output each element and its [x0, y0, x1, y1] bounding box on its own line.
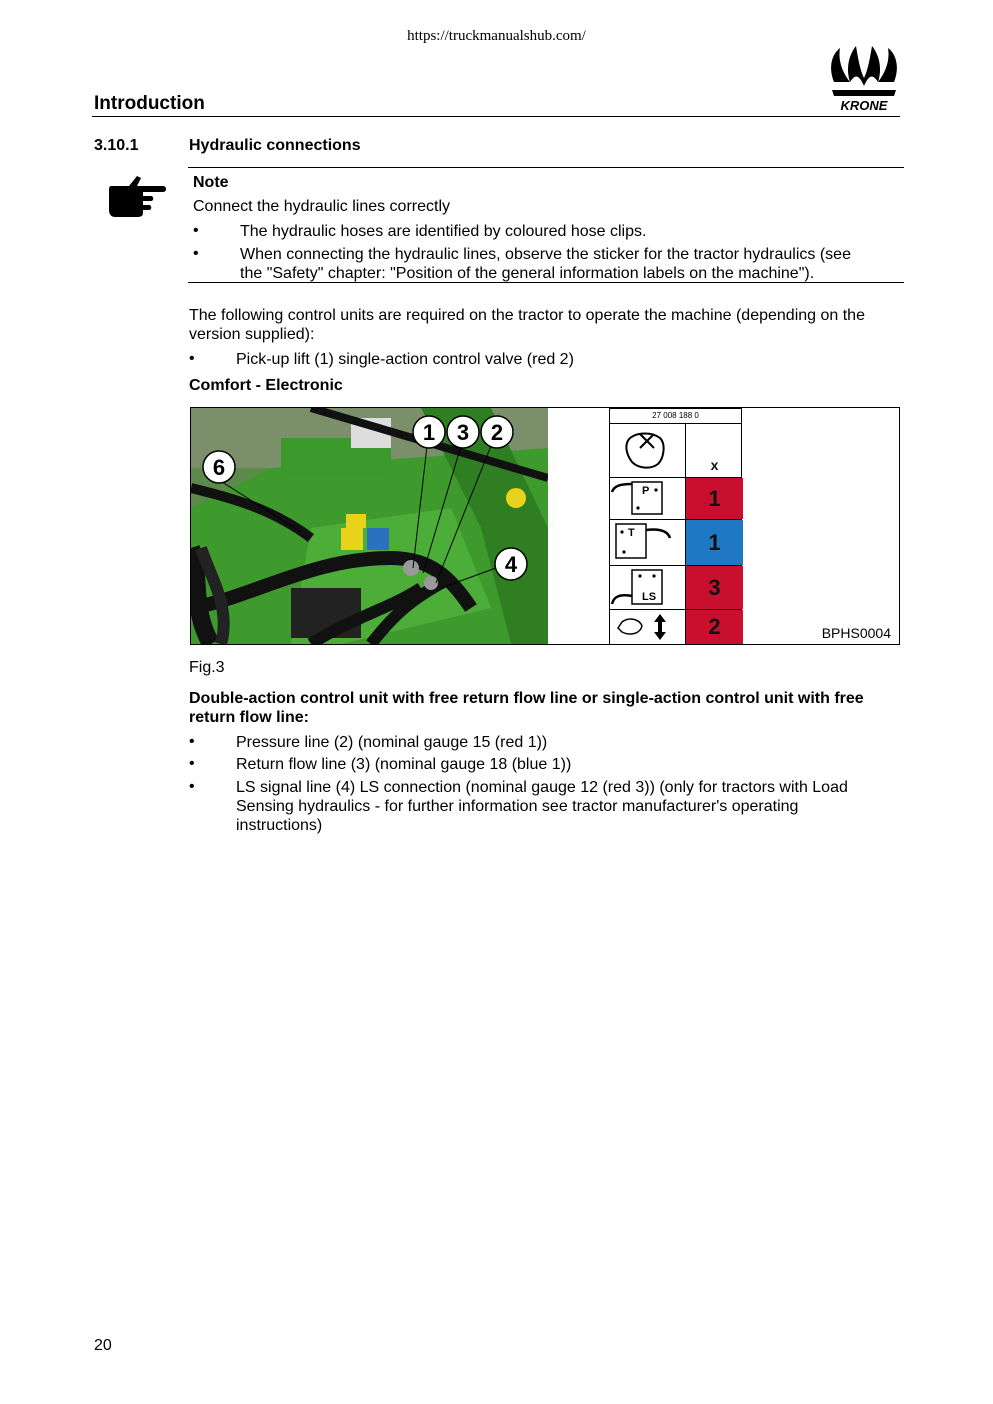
- bullet-dot: •: [193, 222, 199, 239]
- svg-text:3: 3: [456, 420, 470, 445]
- bullet-dot: •: [193, 245, 199, 262]
- pressure-port-icon: [610, 478, 686, 519]
- section-number: 3.10.1: [94, 137, 139, 154]
- svg-text:2: 2: [490, 420, 504, 445]
- hydraulics-sticker: [609, 408, 742, 644]
- tractor-symbol-icon: [610, 424, 686, 477]
- note-bullet-1: The hydraulic hoses are identified by coloured hose clips.: [240, 223, 647, 240]
- svg-text:T: T: [628, 527, 635, 539]
- intro-bullet: Pick-up lift (1) single-action control valve (red 2): [236, 351, 574, 368]
- bullet-return-line: Return flow line (3) (nominal gauge 18 (blue 1)): [236, 756, 572, 773]
- callout-4: [495, 548, 527, 580]
- hydraulic-photo: [191, 408, 548, 644]
- sticker-value-p: 1: [686, 478, 743, 519]
- figure-3: [190, 407, 900, 645]
- pickup-lift-icon: [610, 610, 686, 644]
- source-url[interactable]: https://truckmanualshub.com/: [407, 28, 586, 44]
- callout-6: [203, 451, 235, 483]
- pointing-hand-icon: [107, 172, 167, 218]
- callout-1: [413, 416, 445, 448]
- chapter-title: Introduction: [94, 93, 205, 114]
- section-title: Hydraulic connections: [189, 137, 361, 154]
- note-bullet-2-cont: the "Safety" chapter: "Position of the general information labels on the machine").: [240, 265, 815, 282]
- svg-text:1: 1: [422, 420, 436, 445]
- bullet-ls-line-cont-2: instructions): [236, 817, 323, 834]
- krone-logo: [826, 42, 902, 114]
- bullet-dot: •: [189, 733, 195, 750]
- page-number: 20: [94, 1337, 112, 1354]
- intro-line-1: The following control units are required on the tractor to operate the machine (depending on the: [189, 307, 865, 324]
- sticker-header-value: x: [710, 457, 719, 473]
- logo-text: KRONE: [840, 98, 888, 113]
- sticker-value-t: 1: [686, 520, 743, 565]
- bullet-dot: •: [189, 778, 195, 795]
- note-bullet-2: When connecting the hydraulic lines, observe the sticker for the tractor hydraulics (see: [240, 246, 851, 263]
- note-heading: Note: [193, 174, 229, 191]
- bullet-pressure-line: Pressure line (2) (nominal gauge 15 (red 1)): [236, 734, 548, 751]
- figure-caption: Fig.3: [189, 659, 225, 676]
- bullet-dot: •: [189, 350, 195, 367]
- header-rule: [92, 116, 900, 117]
- note-top-rule: [188, 167, 904, 168]
- bullet-dot: •: [189, 755, 195, 772]
- double-action-heading-2: return flow line:: [189, 709, 309, 726]
- ls-port-icon: [610, 566, 686, 609]
- bullet-ls-line-cont-1: Sensing hydraulics - for further information see tractor manufacturer's operating: [236, 798, 799, 815]
- comfort-heading: Comfort - Electronic: [189, 377, 343, 394]
- svg-text:P: P: [642, 485, 650, 497]
- svg-text:6: 6: [212, 455, 226, 480]
- svg-text:4: 4: [504, 552, 518, 577]
- sticker-value-ls: 3: [686, 566, 743, 609]
- callout-3: [447, 416, 479, 448]
- sticker-value-lift: 2: [686, 610, 743, 644]
- figure-code: BPHS0004: [821, 625, 891, 641]
- sticker-part-number: 27 008 188 0: [652, 411, 699, 420]
- note-bottom-rule: [188, 282, 904, 283]
- callout-2: [481, 416, 513, 448]
- intro-line-2: version supplied):: [189, 326, 315, 343]
- return-port-icon: [610, 520, 686, 565]
- note-text: Connect the hydraulic lines correctly: [193, 198, 451, 215]
- bullet-ls-line: LS signal line (4) LS connection (nominal gauge 12 (red 3)) (only for tractors with Load: [236, 779, 848, 796]
- double-action-heading-1: Double-action control unit with free return flow line or single-action control unit with free: [189, 690, 864, 707]
- svg-text:LS: LS: [642, 591, 657, 603]
